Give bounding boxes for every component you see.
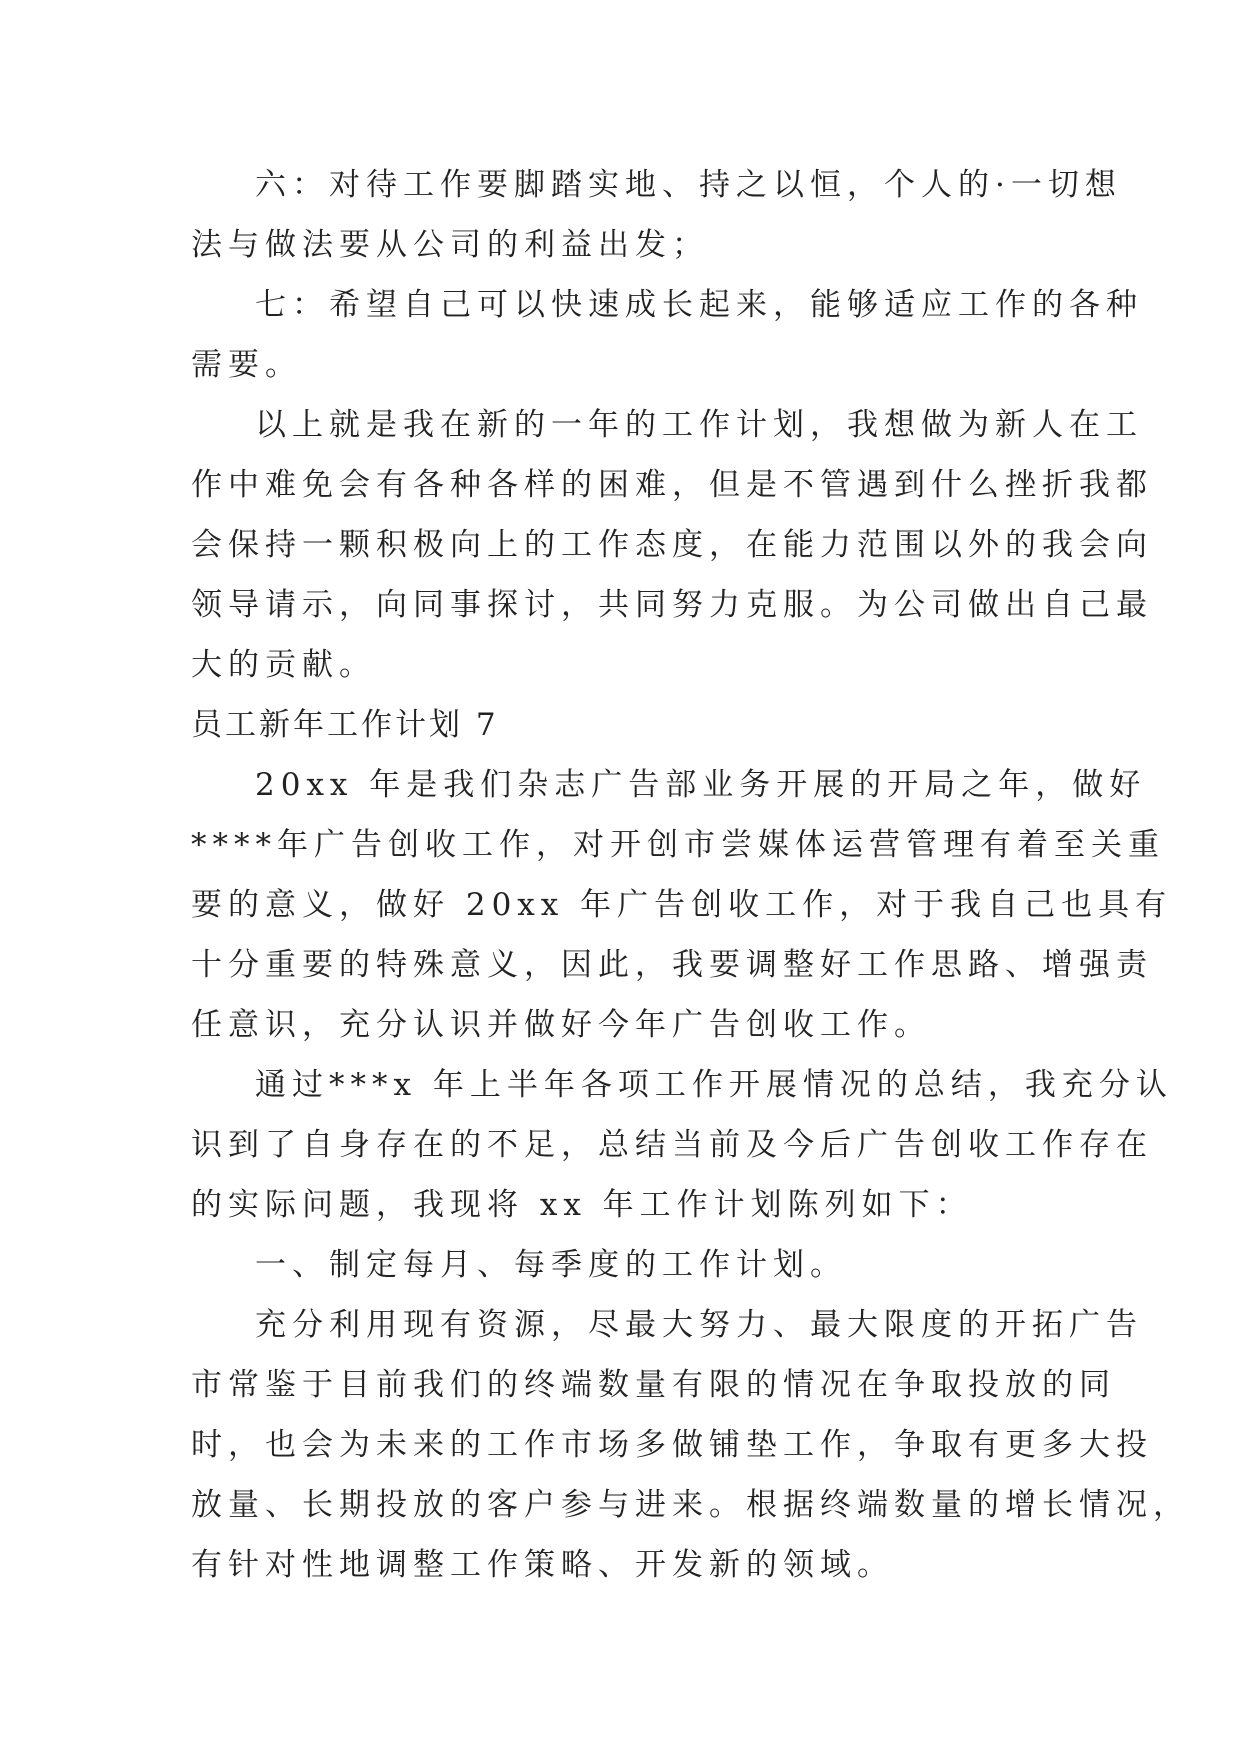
intro-paragraph-line-2: ****年广告创收工作，对开创市尝媒体运营管理有着至关重 — [191, 827, 1165, 863]
summary-paragraph-line-2: 作中难免会有各种各样的困难，但是不管遇到什么挫折我都 — [191, 467, 1153, 503]
plan-paragraph-line-2: 市常鉴于目前我们的终端数量有限的情况在争取投放的同 — [191, 1367, 1116, 1403]
review-paragraph-line-1: 通过***x 年上半年各项工作开展情况的总结，我充分认 — [255, 1067, 1173, 1103]
document-body — [191, 155, 1190, 1595]
plan-paragraph-line-3: 时，也会为未来的工作市场多做铺垫工作，争取有更多大投 — [191, 1427, 1153, 1463]
summary-paragraph-line-5: 大的贡献。 — [191, 647, 376, 683]
summary-paragraph-line-3: 会保持一颗积极向上的工作态度，在能力范围以外的我会向 — [191, 527, 1153, 563]
section-title: 员工新年工作计划 7 — [191, 707, 499, 743]
intro-paragraph-line-5: 任意识，充分认识并做好今年广告创收工作。 — [191, 1007, 931, 1043]
review-paragraph-line-3: 的实际问题，我现将 xx 年工作计划陈列如下： — [191, 1187, 973, 1223]
plan-heading-one: 一、制定每月、每季度的工作计划。 — [255, 1247, 847, 1283]
intro-paragraph-line-1: 20xx 年是我们杂志广告部业务开展的开局之年，做好 — [255, 767, 1147, 803]
plan-paragraph-line-1: 充分利用现有资源，尽最大努力、最大限度的开拓广告 — [255, 1307, 1143, 1343]
plan-paragraph-line-4: 放量、长期投放的客户参与进来。根据终端数量的增长情况， — [191, 1487, 1190, 1523]
summary-paragraph-line-4: 领导请示，向同事探讨，共同努力克服。为公司做出自己最 — [191, 587, 1153, 623]
paragraph-seven-line-1: 七：希望自己可以快速成长起来，能够适应工作的各种 — [255, 287, 1143, 323]
paragraph-seven-line-2: 需要。 — [191, 347, 302, 383]
paragraph-six-line-2: 法与做法要从公司的利益出发； — [191, 227, 709, 263]
plan-paragraph-line-5: 有针对性地调整工作策略、开发新的领域。 — [191, 1547, 894, 1583]
review-paragraph-line-2: 识到了自身存在的不足，总结当前及今后广告创收工作存在 — [191, 1127, 1153, 1163]
paragraph-six-line-1: 六：对待工作要脚踏实地、持之以恒，个人的·一切想 — [255, 167, 1122, 203]
intro-paragraph-line-3: 要的意义，做好 20xx 年广告创收工作，对于我自己也具有 — [191, 887, 1173, 923]
summary-paragraph-line-1: 以上就是我在新的一年的工作计划，我想做为新人在工 — [255, 407, 1143, 443]
intro-paragraph-line-4: 十分重要的特殊意义，因此，我要调整好工作思路、增强责 — [191, 947, 1153, 983]
